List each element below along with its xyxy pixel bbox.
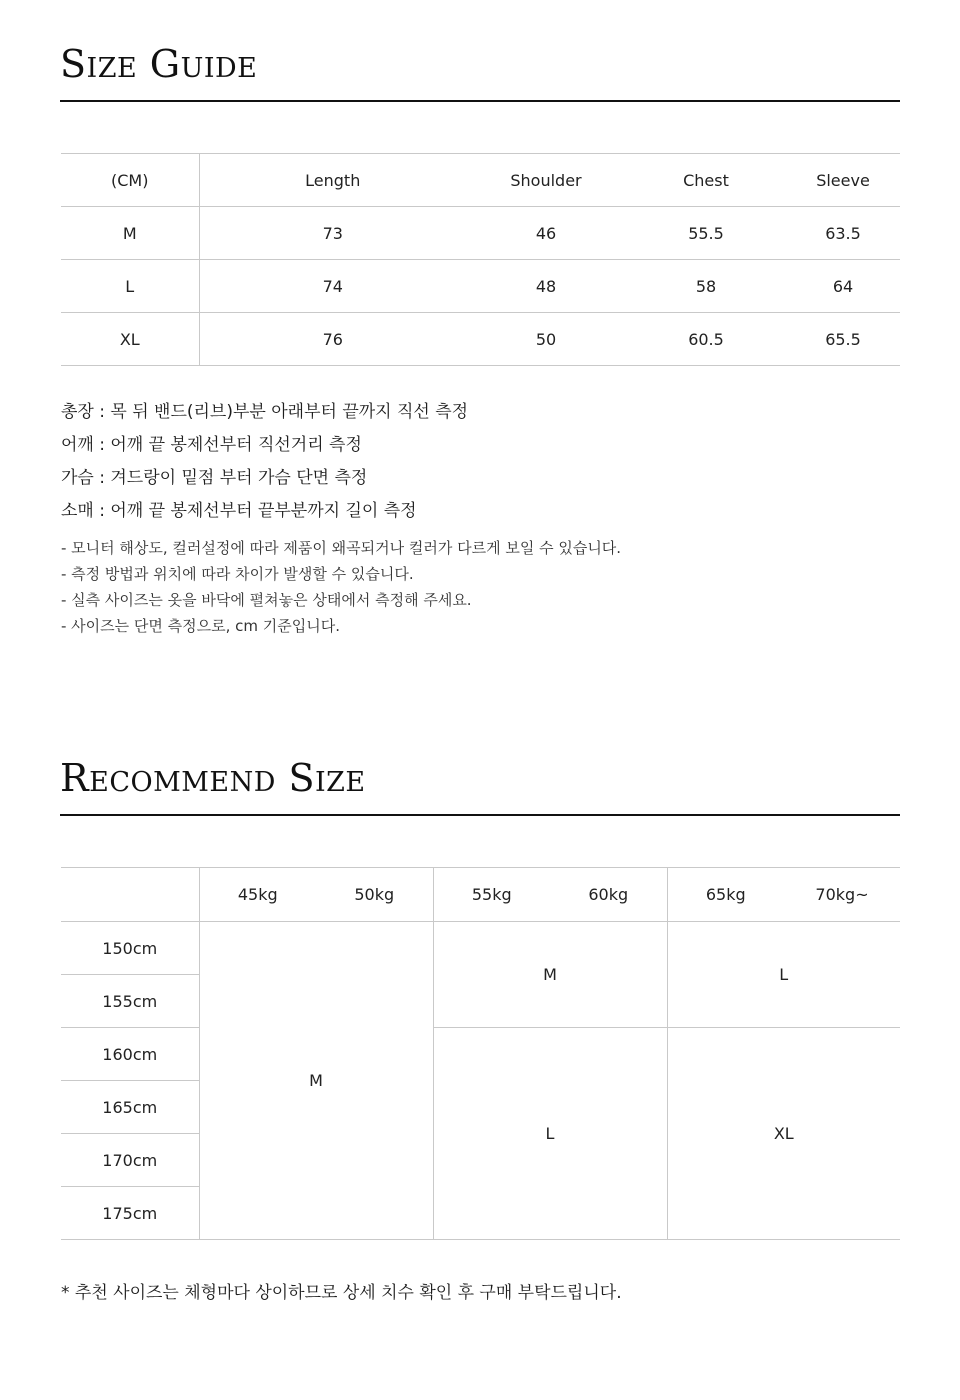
note-shoulder: 어깨 : 어깨 끝 봉제선부터 직선거리 측정 [61,435,362,455]
disclaimer-item: - 모니터 해상도, 컬러설정에 따라 제품이 왜곡되거나 컬러가 다르게 보일 수 있습니다. [61,539,622,557]
unit-header: (CM) [61,154,199,207]
shoulder-value: 46 [466,207,626,260]
weight-header: 65kg [667,868,784,922]
size-cell-55-60kg-160-175cm: L [433,1028,667,1240]
recommend-size-title: Recommend Size [60,756,366,800]
disclaimer-item: - 측정 방법과 위치에 따라 차이가 발생할 수 있습니다. [61,565,414,583]
column-header-sleeve: Sleeve [786,154,900,207]
disclaimer-item: - 실측 사이즈는 옷을 바닥에 펼쳐놓은 상태에서 측정해 주세요. [61,591,472,609]
size-label: M [61,207,199,260]
table-row [61,207,900,260]
table-row [61,1028,900,1081]
note-sleeve: 소매 : 어깨 끝 봉제선부터 끝부분까지 길이 측정 [61,501,417,521]
height-label: 170cm [61,1134,199,1187]
weight-header: 70kg~ [784,868,900,922]
corner-cell [61,868,199,922]
shoulder-value: 48 [466,260,626,313]
sleeve-value: 63.5 [786,207,900,260]
size-cell-45-50kg: M [199,922,433,1240]
length-value: 74 [199,260,466,313]
size-cell-55-60kg-150-155cm: M [433,922,667,1028]
length-value: 76 [199,313,466,366]
height-label: 150cm [61,922,199,975]
size-cell-65-70kg-150-155cm: L [667,922,900,1028]
recommend-note: * 추천 사이즈는 체형마다 상이하므로 상세 치수 확인 후 구매 부탁드립니다. [61,1283,622,1303]
size-label: XL [61,313,199,366]
disclaimer-list [61,535,621,639]
chest-value: 58 [626,260,786,313]
table-row [61,313,900,366]
chest-value: 60.5 [626,313,786,366]
column-header-length: Length [199,154,466,207]
size-guide-table [61,153,900,366]
weight-header: 55kg [433,868,550,922]
weight-header-row [61,868,900,922]
height-label: 175cm [61,1187,199,1240]
height-label: 165cm [61,1081,199,1134]
column-header-chest: Chest [626,154,786,207]
table-row [61,260,900,313]
size-guide-title: Size Guide [60,42,258,86]
table-row [61,922,900,975]
recommend-size-divider [60,814,900,816]
size-guide-divider [60,100,900,102]
size-table-header-row [61,154,900,207]
length-value: 73 [199,207,466,260]
sleeve-value: 65.5 [786,313,900,366]
weight-header: 45kg [199,868,316,922]
height-label: 160cm [61,1028,199,1081]
height-label: 155cm [61,975,199,1028]
measurement-notes [61,396,468,528]
column-header-shoulder: Shoulder [466,154,626,207]
size-cell-65-70kg-160-175cm: XL [667,1028,900,1240]
sleeve-value: 64 [786,260,900,313]
size-label: L [61,260,199,313]
recommend-size-table [61,867,900,1240]
chest-value: 55.5 [626,207,786,260]
note-chest: 가슴 : 겨드랑이 밑점 부터 가슴 단면 측정 [61,468,368,488]
weight-header: 50kg [316,868,433,922]
weight-header: 60kg [550,868,667,922]
disclaimer-item: - 사이즈는 단면 측정으로, cm 기준입니다. [61,617,340,635]
shoulder-value: 50 [466,313,626,366]
note-length: 총장 : 목 뒤 밴드(리브)부분 아래부터 끝까지 직선 측정 [61,402,469,422]
